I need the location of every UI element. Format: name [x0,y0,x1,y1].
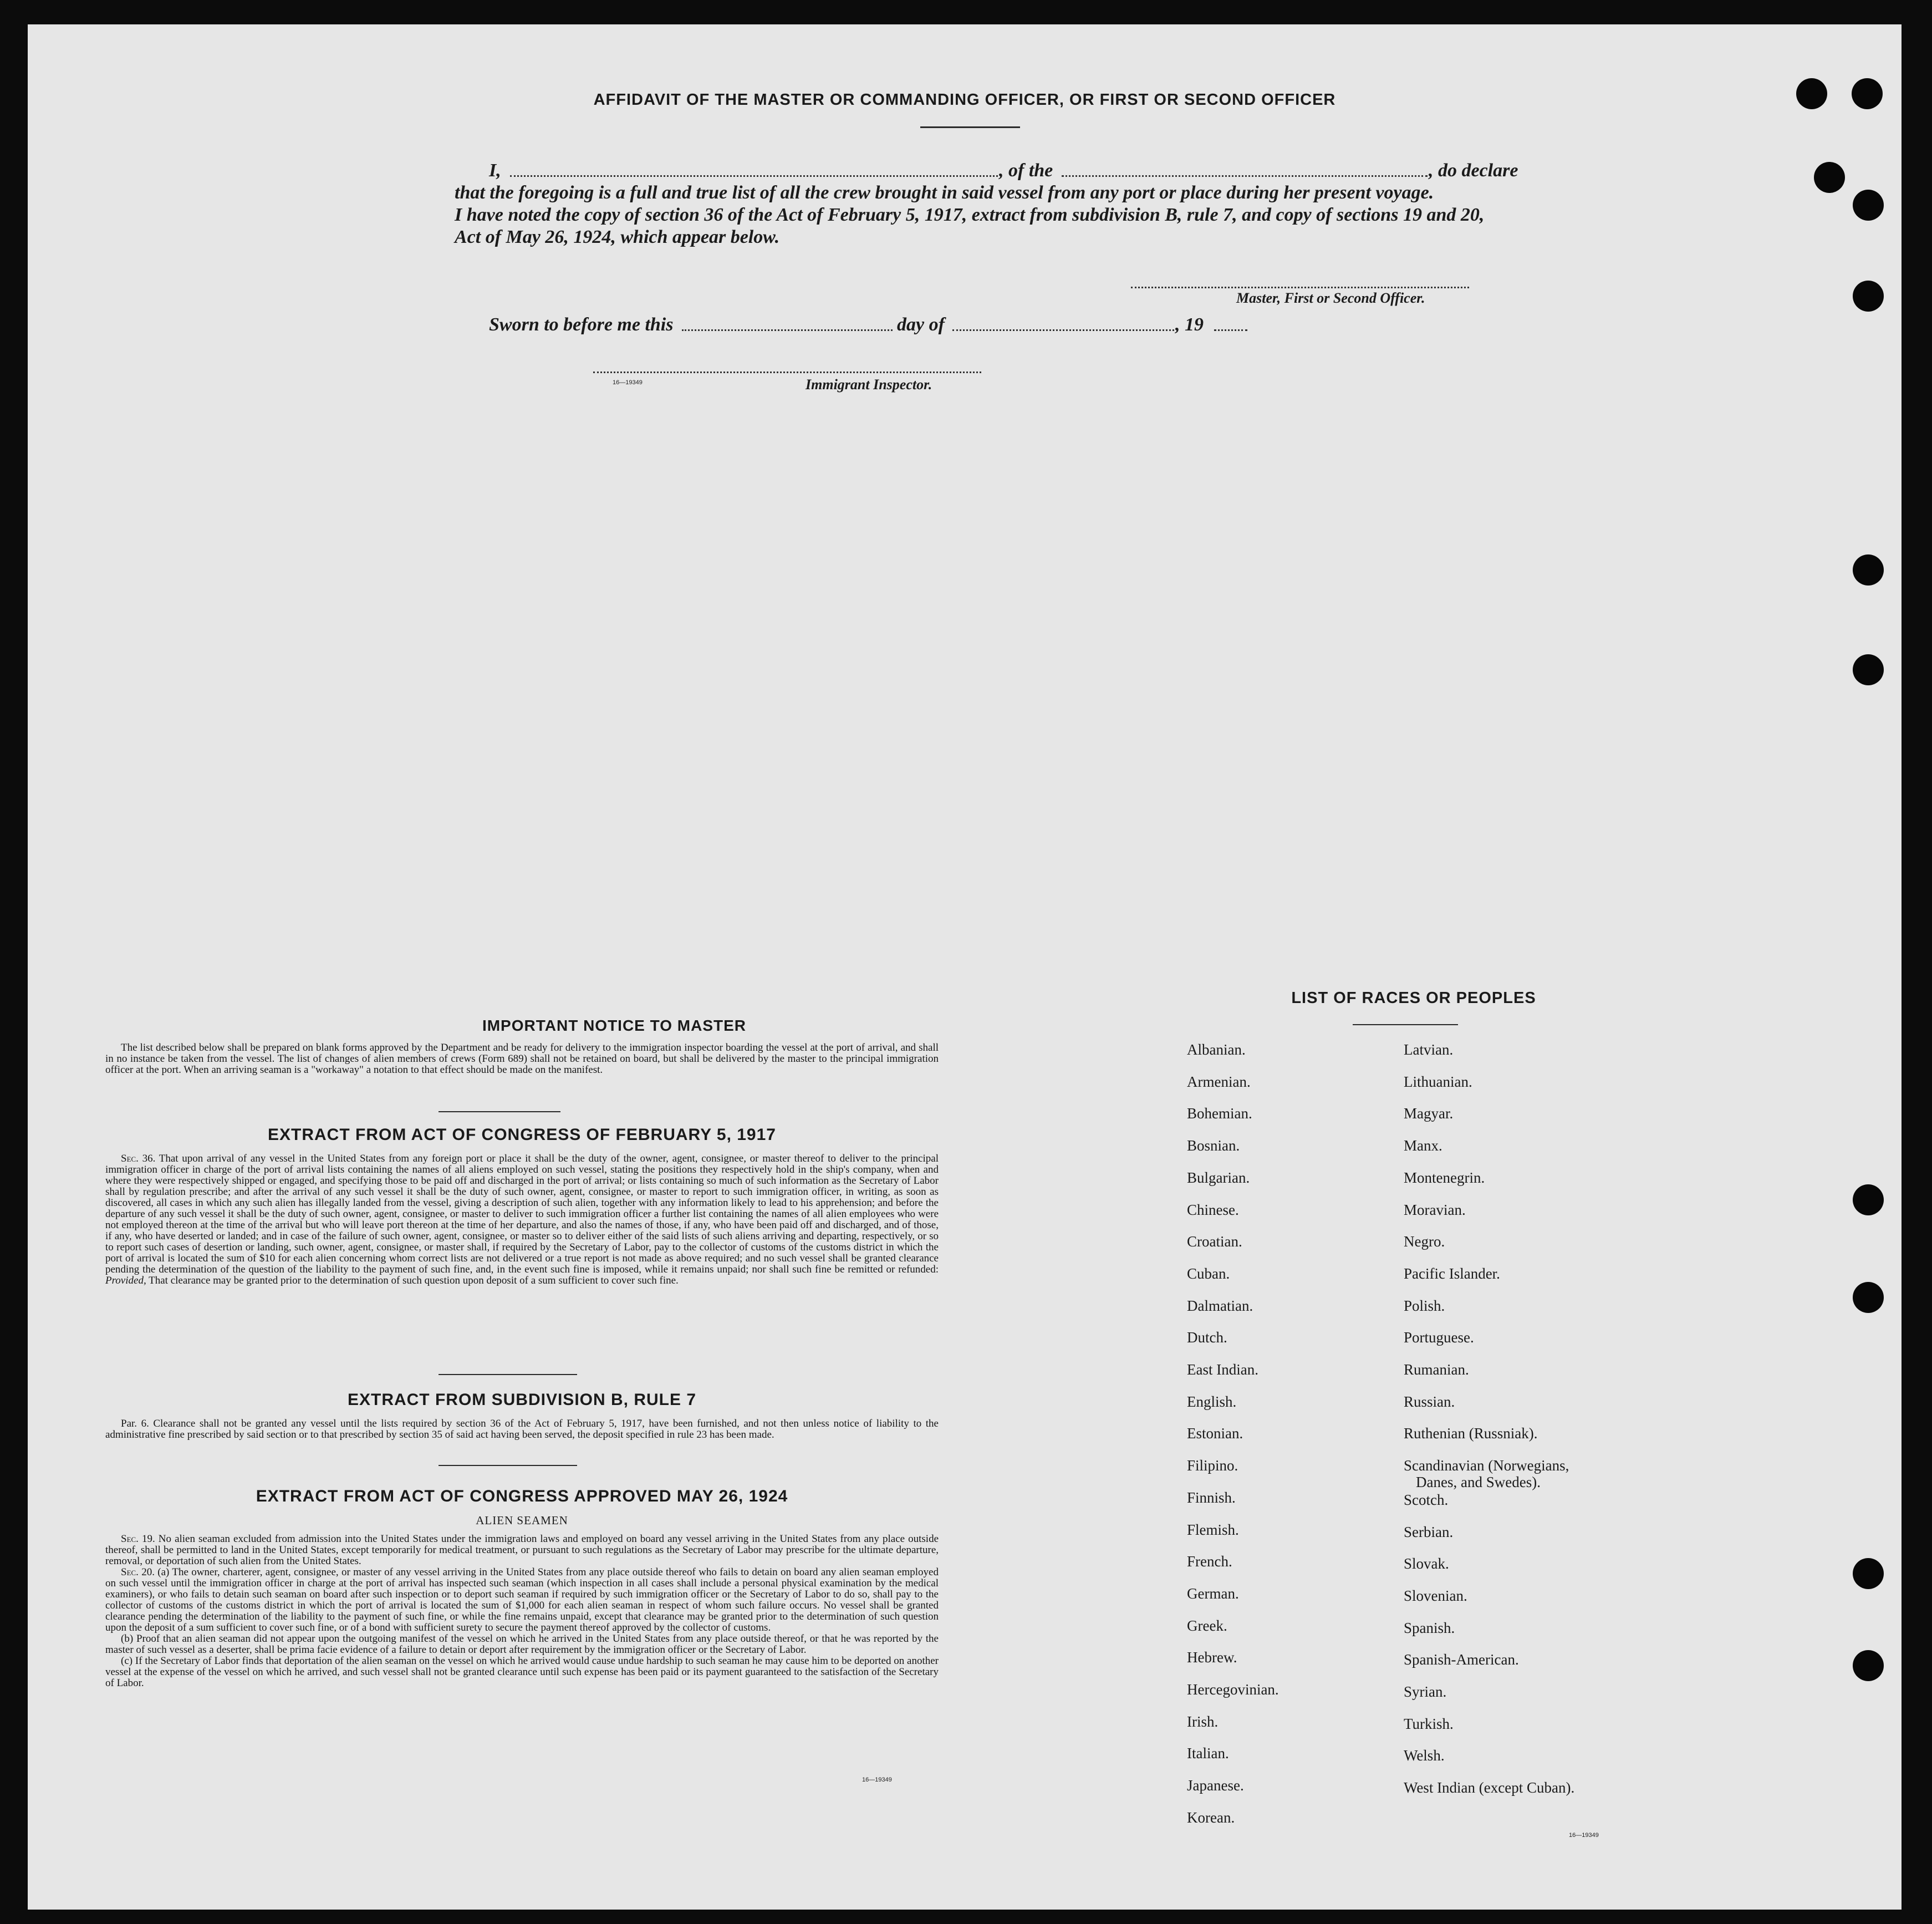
extract-1924-title: EXTRACT FROM ACT OF CONGRESS APPROVED MAY 26, 1924 [256,1487,788,1505]
of-the-label: , of the [999,160,1053,181]
punch-hole [1853,654,1884,685]
race-item: Italian. [1187,1745,1229,1762]
race-item: Estonian. [1187,1425,1243,1442]
do-declare-label: , do declare [1429,160,1518,181]
race-item: French. [1187,1553,1232,1570]
race-item: Hercegovinian. [1187,1681,1279,1698]
punch-hole [1853,1282,1884,1313]
race-item: Flemish. [1187,1521,1239,1538]
proviso-label: Provided, [105,1275,146,1286]
race-item: Lithuanian. [1404,1073,1472,1090]
race-item: Korean. [1187,1809,1235,1826]
race-item: Danes, and Swedes). [1416,1474,1541,1491]
form-number: 16—19349 [862,1777,892,1783]
race-item: Hebrew. [1187,1649,1237,1666]
race-item: Syrian. [1404,1683,1447,1700]
section-divider [439,1111,560,1112]
master-signature-field[interactable] [1131,287,1469,288]
punch-hole [1853,281,1884,312]
vessel-name-field[interactable] [1062,175,1428,177]
race-item: Irish. [1187,1713,1219,1730]
race-item: Japanese. [1187,1777,1244,1794]
extract-rule7-body [105,1418,939,1441]
race-item: Dutch. [1187,1329,1227,1346]
race-item: Spanish-American. [1404,1651,1519,1668]
race-item: Croatian. [1187,1233,1242,1250]
punch-hole [1853,554,1884,586]
sworn-year-field[interactable] [1214,329,1247,331]
race-item: Spanish. [1404,1619,1455,1636]
race-item: Dalmatian. [1187,1297,1253,1314]
race-item: Ruthenian (Russniak). [1404,1425,1538,1442]
punch-hole [1853,1558,1884,1589]
scan-border [0,0,28,1924]
race-item: Manx. [1404,1137,1442,1154]
race-item: Greek. [1187,1617,1227,1634]
race-item: Moravian. [1404,1201,1466,1218]
races-title: LIST OF RACES OR PEOPLES [1291,989,1536,1007]
year-label: , 19 [1175,314,1204,335]
race-item: Serbian. [1404,1523,1454,1540]
section-label: Sec. 19. [121,1533,155,1545]
extract-1917-title: EXTRACT FROM ACT OF CONGRESS OF FEBRUARY 5, 1917 [268,1126,776,1144]
race-item: Montenegrin. [1404,1169,1485,1186]
sec-20a-text: (a) The owner, charterer, agent, consignee, or master of any vessel arriving in the United States from any place outside thereof who fails to detain on board any alien seaman employed on such vessel until the immigration officer in charge at the port of arrival has inspected such seaman (which inspection in all cases shall include a personal physical examination by the medical examiners), or who fails to detain such seaman on board after such inspection or to deport such seaman if required by such immigration officer or the Secretary of Labor to do so, shall pay to the collector of customs of the customs district in which the port of arrival is located the sum of $1,000 for each alien seaman in respect of whom such failure occurs. No vessel shall be granted clearance pending the determination of the liability to the payment of such fine, or while the fine remains unpaid, except that clearance may be granted prior to the determination of such question upon the deposit of a sum sufficient to cover such fine, or of a bond with sufficient surety to secure the payment thereof approved by the collector of customs. [105,1566,939,1633]
declarant-name-field[interactable] [510,175,998,177]
punch-hole [1853,1650,1884,1681]
race-item: Slovak. [1404,1555,1449,1572]
race-item: Rumanian. [1404,1361,1469,1378]
race-item: Filipino. [1187,1457,1238,1474]
inspector-signature-field[interactable] [593,371,981,373]
day-of-label: day of [897,314,945,335]
race-item: Cuban. [1187,1265,1230,1282]
document-page [28,24,1902,1910]
declarant-label: I, [489,160,501,181]
master-signature-caption: Master, First or Second Officer. [1236,290,1425,306]
proviso-text: That clearance may be granted prior to the determination of such question upon deposit of a sum sufficient to cover such fine. [149,1275,679,1286]
alien-seamen-subtitle: ALIEN SEAMEN [476,1514,568,1527]
rule7-text: Par. 6. Clearance shall not be granted any vessel until the lists required by section 36 of the Act of February 5, 1917, have been furnished, and not then unless notice of liability to the administrative fine prescribed by said section or to that prescribed by section 35 of said act having been served, the deposit specified in rule 23 has been made. [105,1418,939,1441]
section-divider [439,1374,577,1375]
punch-hole [1814,162,1845,193]
sworn-month-field[interactable] [952,329,1174,331]
sworn-label: Sworn to before me this [489,314,674,335]
form-number: 16—19349 [1569,1832,1599,1839]
notice-body [105,1042,939,1076]
form-number: 16—19349 [613,379,643,386]
affidavit-line-2: that the foregoing is a full and true list of all the crew brought in said vessel from any port or place during her present voyage. [455,182,1434,203]
sec-36-text: That upon arrival of any vessel in the United States from any foreign port or place it shall be the duty of the owner, agent, consignee, or master thereof to deliver to the principal immigration officer in charge of the port of arrival lists containing the names of all aliens employed on such vessel, stating the positions they respectively hold in the ship's company, when and where they were respectively shipped or engaged, and specifying those to be paid off and discharged in the port of arrival; or lists containing so much of such information as the Secretary of Labor shall by regulation prescribe; and after the arrival of any such vessel it shall be the duty of such owner, agent, consignee, or master to report to such immigration officer, in writing, as soon as discovered, all cases in which any such alien has illegally landed from the vessel, giving a description of such alien, together with any information likely to lead to his apprehension; and before the departure of any such vessel it shall be the duty of such owner, agent, consignee, or master to deliver to such immigration officer a further list containing the names of all alien employees who were not employed thereon at the time of the arrival but who will leave port thereon at the time of her departure, and also the names of those, if any, who have been paid off and discharged, and of those, if any, who have deserted or landed; and in case of the failure of such owner, agent, consignee, or master so to deliver either of the said lists of such aliens arriving and departing, respectively, or so to report such cases of desertion or landing, such owner, agent, consignee, or master shall, if required by the Secretary of Labor, pay to the collector of customs of the customs district in which the port of arrival is located the sum of $10 for each alien concerning whom correct lists are not delivered or a true report is not made as above required; and no such vessel shall be granted clearance pending the determination of the question of the liability to the payment of such fine, and, in the event such fine is imposed, while it remains unpaid; nor shall such fine be remitted or refunded: [105,1153,939,1275]
race-item: Russian. [1404,1393,1455,1410]
affidavit-title: AFFIDAVIT OF THE MASTER OR COMMANDING OFFICER, OR FIRST OR SECOND OFFICER [593,91,1336,109]
notice-text: The list described below shall be prepared on blank forms approved by the Department and be ready for delivery to the immigration inspector boarding the vessel at the port of arrival, and shall in no instance be taken from the vessel. The list of changes of alien members of crews (Form 689) shall not be retained on board, but shall be delivered by the master to the principal immigration officer at the port. When an arriving seaman is a "workaway" a notation to that effect should be made on the manifest. [105,1042,939,1076]
race-item: Turkish. [1404,1715,1454,1732]
race-item: Latvian. [1404,1041,1454,1058]
sec-19-text: No alien seaman excluded from admission into the United States under the immigration laws and employed on board any vessel arriving in the United States from any place outside thereof, shall be permitted to land in the United States, except temporarily for medical treatment, or pursuant to such regulations as the Secretary of Labor may prescribe for the ultimate departure, removal, or deportation of such alien from the United States. [105,1533,939,1567]
title-underline [920,126,1020,128]
punch-hole [1853,190,1884,221]
race-item: Negro. [1404,1233,1445,1250]
race-item: Magyar. [1404,1105,1454,1122]
section-label: Sec. 36. [121,1153,156,1164]
punch-hole [1853,1184,1884,1215]
title-underline [1353,1024,1458,1025]
extract-1924-body [105,1534,939,1689]
race-item: Scotch. [1404,1491,1449,1508]
section-label: Sec. 20. [121,1566,155,1578]
race-item: Armenian. [1187,1073,1251,1090]
affidavit-line-3: I have noted the copy of section 36 of the Act of February 5, 1917, extract from subdivision B, rule 7, and copy of sections 19 and 20, [455,205,1485,225]
extract-rule7-title: EXTRACT FROM SUBDIVISION B, RULE 7 [347,1391,697,1409]
notice-title: IMPORTANT NOTICE TO MASTER [482,1017,747,1034]
race-item: Portuguese. [1404,1329,1474,1346]
race-item: Albanian. [1187,1041,1246,1058]
race-item: Chinese. [1187,1201,1239,1218]
section-divider [439,1465,577,1466]
race-item: West Indian (except Cuban). [1404,1779,1575,1796]
sec-20b-text: (b) Proof that an alien seaman did not appear upon the outgoing manifest of the vessel on which he arrived in the United States from any place outside thereof, or that he was reported by the master of such vessel as a deserter, shall be prima facie evidence of a failure to detain or deport after requirement by the immigration officer or the Secretary of Labor. [105,1633,939,1656]
race-item: Pacific Islander. [1404,1265,1500,1282]
race-item: German. [1187,1585,1239,1602]
race-item: Welsh. [1404,1747,1445,1764]
race-item: Slovenian. [1404,1587,1467,1604]
race-item: Polish. [1404,1297,1445,1314]
race-item: East Indian. [1187,1361,1258,1378]
race-item: English. [1187,1393,1237,1410]
sec-20c-text: (c) If the Secretary of Labor finds that deportation of the alien seaman on the vessel on which he arrived would cause undue hardship to such seaman he may cause him to be deported on another vessel at the expense of the vessel on which he arrived, and such vessel shall not be granted clearance until such expense has been paid or its payment guaranteed to the satisfaction of the Secretary of Labor. [105,1655,939,1689]
race-item: Bosnian. [1187,1137,1240,1154]
affidavit-line-4: Act of May 26, 1924, which appear below. [455,227,780,247]
race-item: Bohemian. [1187,1105,1252,1122]
sworn-day-field[interactable] [682,329,893,331]
inspector-signature-caption: Immigrant Inspector. [806,376,932,393]
race-item: Finnish. [1187,1489,1236,1506]
extract-1917-body [105,1153,939,1286]
race-item: Scandinavian (Norwegians, [1404,1457,1569,1474]
race-item: Bulgarian. [1187,1169,1250,1186]
